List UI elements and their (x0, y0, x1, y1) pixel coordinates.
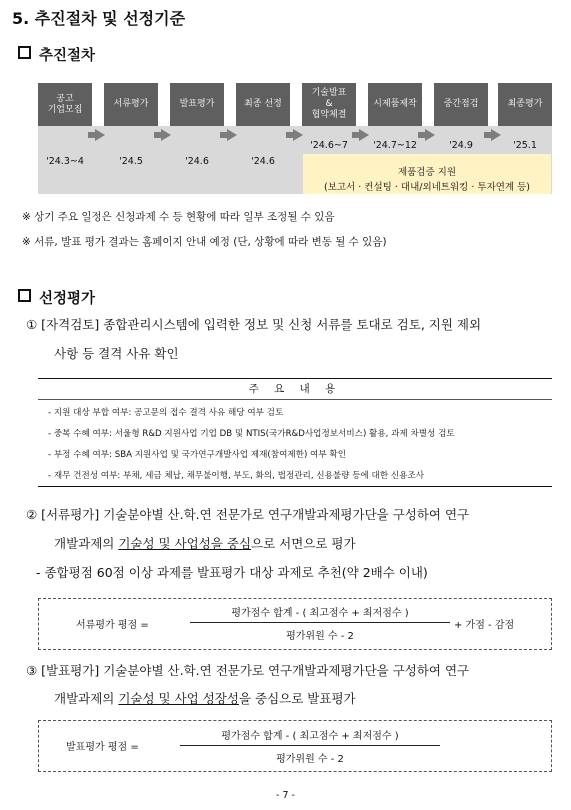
item2-line1: ② [서류평가] 기술분야별 산.학.연 전문가로 연구개발과제평가단을 구성하여 연구 (26, 507, 470, 522)
step-box: 최종 선정 (236, 83, 290, 126)
step-date: '25.1 (513, 140, 537, 151)
item2-line2-pre: 개발과제의 (54, 536, 119, 551)
step-box: 공고 기업모집 (38, 83, 92, 126)
note-2: ※ 서류, 발표 평가 결과는 홈페이지 안내 예정 (단, 상황에 따라 변동 될 수 있음) (22, 236, 387, 248)
table-row: - 지원 대상 부합 여부: 공고문의 접수 결격 사유 해당 여부 검토 (48, 408, 284, 418)
item3-line2-pre: 개발과제의 (54, 691, 119, 706)
step-date: '24.6~7 (310, 140, 348, 151)
arrow-right-icon (95, 129, 105, 141)
step-date: '24.7~12 (373, 140, 417, 151)
table-row: - 부정 수혜 여부: SBA 지원사업 및 국가연구개발사업 제재(참여제한) 여부 확인 (48, 450, 346, 460)
procedure-heading-text: 추진절차 (39, 48, 96, 64)
item2-line2 (54, 537, 356, 551)
formula1-suffix: + 가점 - 감점 (454, 620, 515, 631)
formula2-label: 발표평가 평점 = (66, 742, 139, 753)
arrow-right-icon (161, 129, 171, 141)
formula1-numerator: 평가점수 합계 - ( 최고점수 + 최저점수 ) (231, 608, 409, 619)
step-date: '24.5 (119, 156, 143, 167)
item1-line1: ① [자격검토] 종합관리시스템에 입력한 정보 및 신청 서류를 토대로 검토, 지원 제외 (26, 317, 482, 332)
section-heading-evaluation (18, 287, 95, 308)
arrow-right-icon (227, 129, 237, 141)
step-date: '24.6 (251, 156, 275, 167)
formula2-fraction-line (180, 745, 440, 746)
step-date: '24.9 (449, 140, 473, 151)
step-box: 기술발표 & 협약체결 (302, 83, 356, 126)
formula1-label: 서류평가 평점 = (76, 620, 149, 631)
formula1-denominator: 평가위원 수 - 2 (286, 631, 354, 642)
item2-sub: - 종합평점 60점 이상 과제를 발표평가 대상 과제로 추천(약 2배수 이내) (36, 565, 428, 580)
evaluation-heading-text: 선정평가 (39, 291, 96, 307)
support-detail: (보고서 · 컨설팅 · 대내/외네트워킹 · 투자연계 등) (324, 182, 530, 193)
item3-line2-post: 을 중심으로 발표평가 (238, 691, 356, 706)
item3-line1: ③ [발표평가] 기술분야별 산.학.연 전문가로 연구개발과제평가단을 구성하여 연구 (26, 663, 470, 678)
item2-line2-post: 으로 서면으로 평가 (251, 536, 356, 551)
page-title: 5. 추진절차 및 선정기준 (12, 9, 186, 28)
formula1-fraction-line (190, 622, 450, 623)
step-date: '24.6 (185, 156, 209, 167)
formula2-numerator: 평가점수 합계 - ( 최고점수 + 최저점수 ) (221, 731, 399, 742)
step-box: 발표평가 (170, 83, 224, 126)
step-box: 중간점검 (434, 83, 488, 126)
square-bullet-icon (18, 289, 31, 302)
item2-line2-underline: 기술성 및 사업성을 중심 (118, 536, 252, 551)
item3-line2 (54, 692, 356, 706)
table-row: - 중복 수혜 여부: 서울형 R&D 지원사업 기업 DB 및 NTIS(국가R&D사업정보서비스) 활용, 과제 차별성 검토 (48, 429, 455, 439)
formula2-denominator: 평가위원 수 - 2 (276, 754, 344, 765)
square-bullet-icon (18, 46, 31, 59)
step-box: 시제품제작 (368, 83, 422, 126)
step-date: '24.3~4 (46, 156, 84, 167)
item1-line2: 사항 등 결격 사유 확인 (54, 346, 179, 361)
step-box: 최종평가 (498, 83, 552, 126)
table-row: - 재무 건전성 여부: 부채, 세금 체납, 채무불이행, 부도, 화의, 법정관리, 신용불량 등에 대한 신용조사 (48, 471, 425, 481)
support-title: 제품검증 지원 (397, 167, 457, 178)
table-header: 주 요 내 용 (38, 378, 552, 400)
page-number: - 7 - (276, 790, 295, 801)
step-box: 서류평가 (104, 83, 158, 126)
section-heading-procedure (18, 44, 95, 65)
note-1: ※ 상기 주요 일정은 신청과제 수 등 현황에 따라 일부 조정될 수 있음 (22, 211, 335, 223)
item3-line2-underline: 기술성 및 사업 성장성 (118, 691, 239, 706)
